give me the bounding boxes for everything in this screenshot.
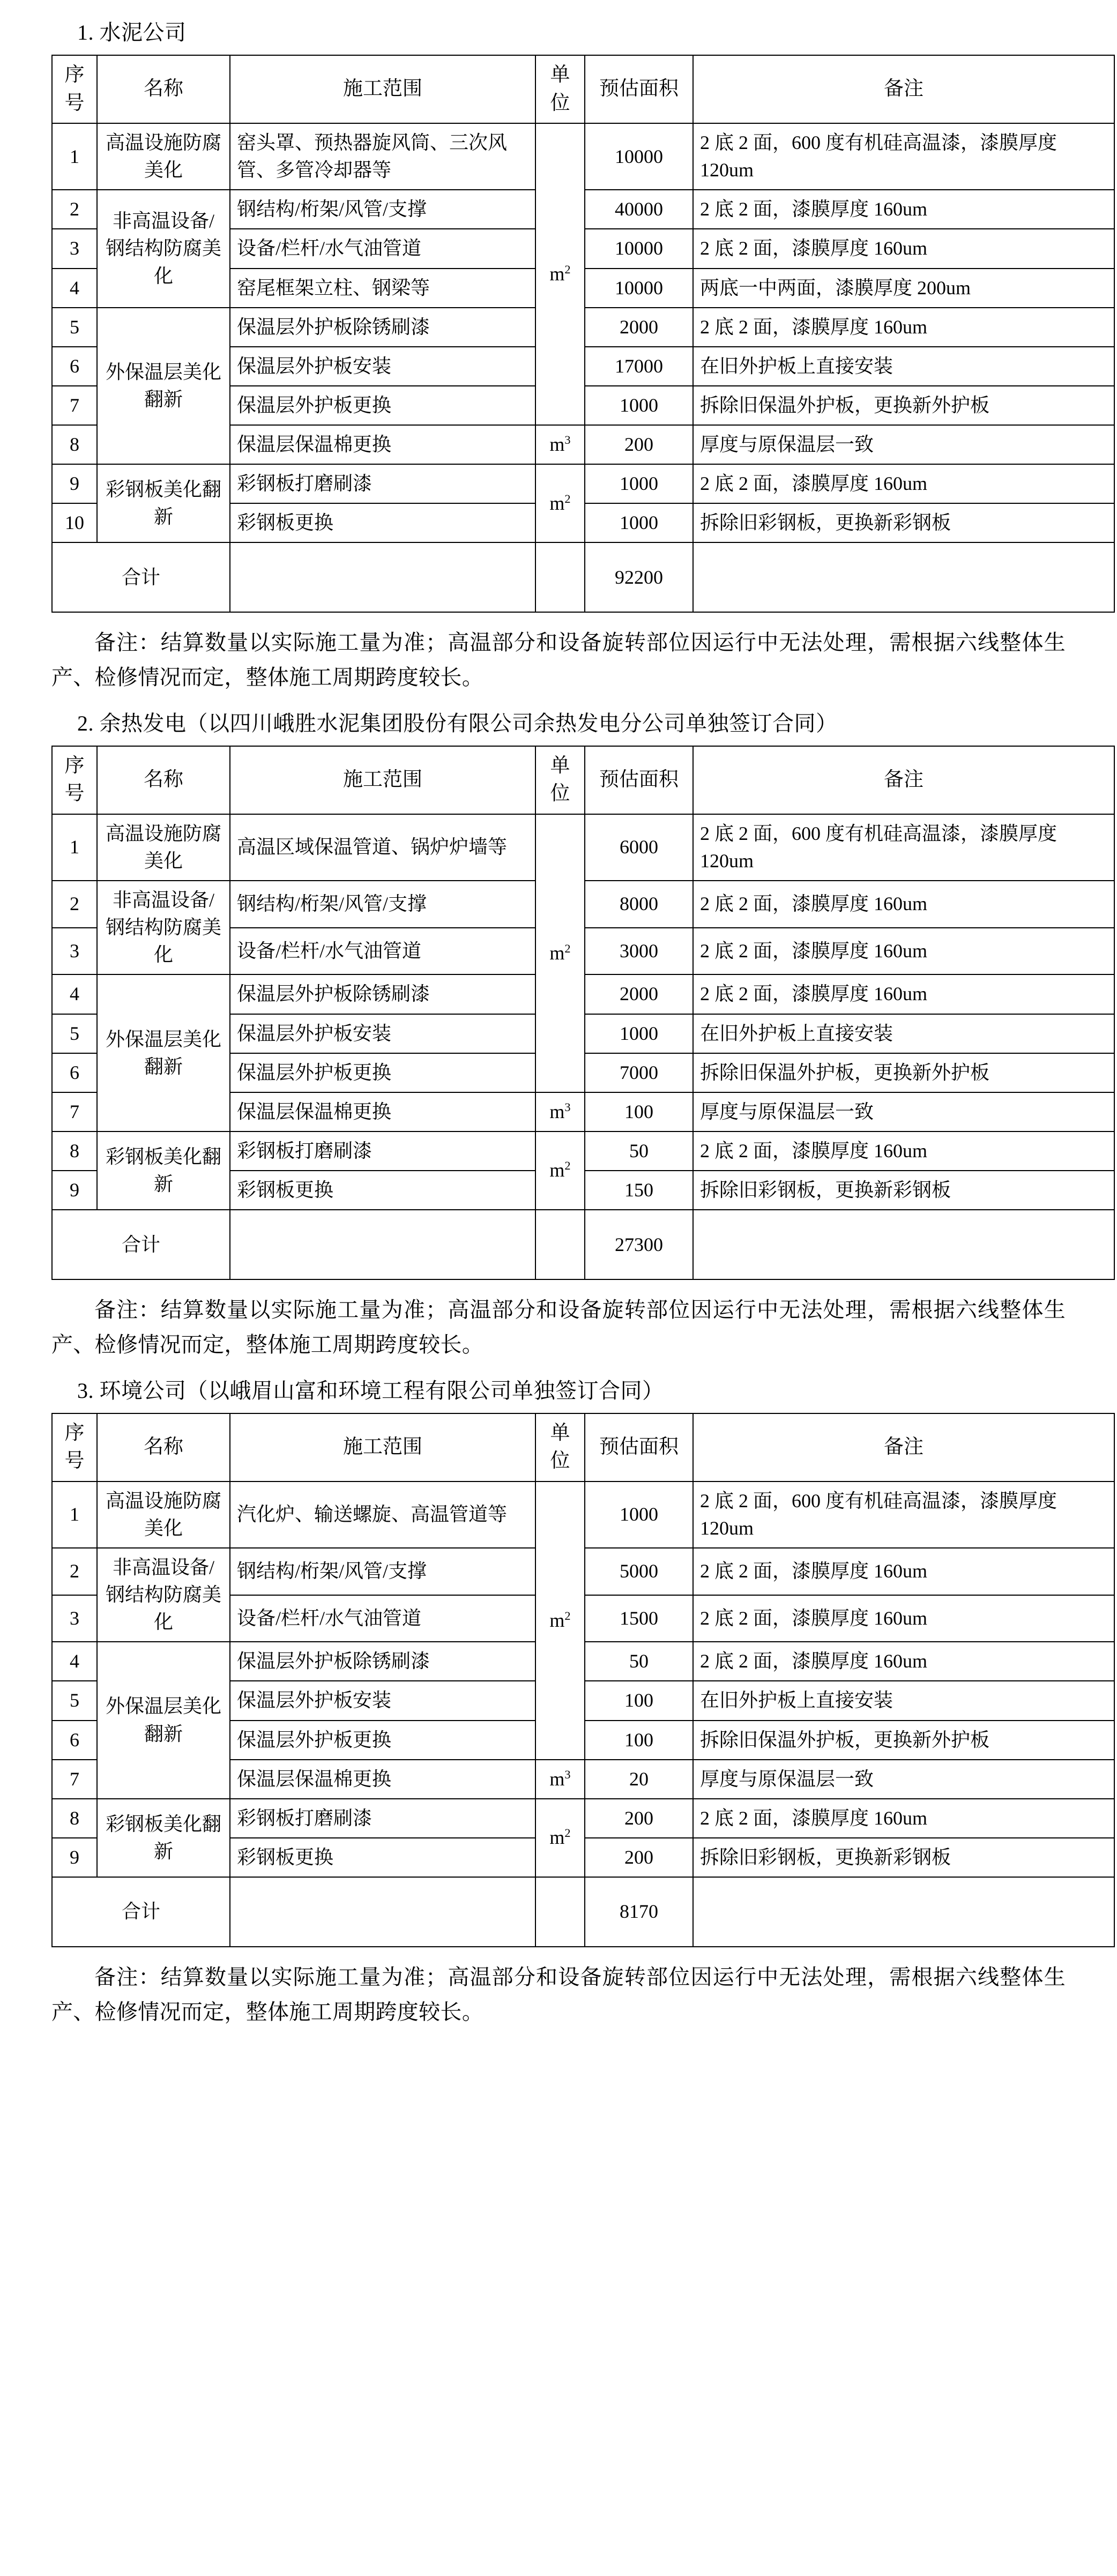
unit-symbol: m (549, 1100, 565, 1122)
column-header-scope: 施工范围 (230, 1413, 535, 1481)
cell-name: 高温设施防腐美化 (97, 1481, 230, 1548)
cell-index: 8 (52, 1799, 97, 1838)
table-row (52, 1799, 1114, 1838)
cell-note: 2 底 2 面，漆膜厚度 160um (693, 881, 1114, 928)
cell-scope: 窑头罩、预热器旋风筒、三次风管、多管冷却器等 (230, 123, 535, 190)
cell-note: 在旧外护板上直接安装 (693, 347, 1114, 386)
cell-note: 2 底 2 面，漆膜厚度 160um (693, 464, 1114, 503)
cell-name: 彩钢板美化翻新 (97, 464, 230, 542)
cell-scope: 彩钢板更换 (230, 503, 535, 542)
cell-area: 2000 (585, 308, 693, 347)
section-remark-2: 备注：结算数量以实际施工量为准；高温部分和设备旋转部位因运行中无法处理，需根据六线整体生产、检修情况而定，整体施工周期跨度较长。 (51, 1298, 1066, 1357)
cell-note: 厚度与原保温层一致 (693, 425, 1114, 464)
cell-note: 2 底 2 面，600 度有机硅高温漆，漆膜厚度 120um (693, 123, 1114, 190)
cell-note: 在旧外护板上直接安装 (693, 1014, 1114, 1053)
cell-scope: 窑尾框架立柱、钢梁等 (230, 269, 535, 308)
cell-index: 6 (52, 1053, 97, 1092)
cell-scope: 保温层保温棉更换 (230, 1760, 535, 1799)
cell-index: 7 (52, 1092, 97, 1131)
total-label: 合计 (52, 1210, 230, 1279)
cell-index: 3 (52, 229, 97, 268)
column-header-unit: 单位 (535, 746, 585, 814)
cell-index: 9 (52, 1171, 97, 1210)
cell-name: 外保温层美化翻新 (97, 308, 230, 464)
cell-area: 40000 (585, 190, 693, 229)
cell-note: 在旧外护板上直接安装 (693, 1681, 1114, 1720)
column-header-unit: 单位 (535, 1413, 585, 1481)
cell-name: 非高温设备/钢结构防腐美化 (97, 881, 230, 974)
cell-area: 200 (585, 1838, 693, 1877)
cell-area: 100 (585, 1681, 693, 1720)
total-area: 92200 (585, 542, 693, 612)
cell-scope: 保温层保温棉更换 (230, 1092, 535, 1131)
total-unit-empty (535, 1877, 585, 1947)
cell-scope: 设备/栏杆/水气油管道 (230, 1595, 535, 1642)
cell-area: 1000 (585, 1014, 693, 1053)
cell-index: 7 (52, 386, 97, 425)
column-header-index: 序号 (52, 55, 97, 123)
unit-exponent: 2 (564, 941, 571, 955)
cell-scope: 彩钢板打磨刷漆 (230, 464, 535, 503)
cell-note: 2 底 2 面，漆膜厚度 160um (693, 1595, 1114, 1642)
cell-unit (535, 1092, 585, 1131)
total-area: 27300 (585, 1210, 693, 1279)
cell-index: 9 (52, 1838, 97, 1877)
cell-index: 4 (52, 269, 97, 308)
cell-note: 2 底 2 面，漆膜厚度 160um (693, 1548, 1114, 1595)
table-row (52, 464, 1114, 503)
cell-note: 拆除旧彩钢板，更换新彩钢板 (693, 1171, 1114, 1210)
unit-symbol: m (549, 1609, 565, 1631)
cell-name: 非高温设备/钢结构防腐美化 (97, 1548, 230, 1642)
cell-index: 1 (52, 123, 97, 190)
column-header-index: 序号 (52, 1413, 97, 1481)
cell-index: 7 (52, 1760, 97, 1799)
section-heading-2: 2. 余热发电（以四川峨胜水泥集团股份有限公司余热发电分公司单独签订合同） (77, 711, 838, 735)
total-note-empty (693, 1210, 1114, 1279)
cell-unit (535, 814, 585, 1092)
cell-note: 2 底 2 面，漆膜厚度 160um (693, 1131, 1114, 1171)
cell-area: 2000 (585, 974, 693, 1014)
cell-scope: 彩钢板打磨刷漆 (230, 1131, 535, 1171)
cell-index: 8 (52, 1131, 97, 1171)
cell-scope: 彩钢板打磨刷漆 (230, 1799, 535, 1838)
total-area: 8170 (585, 1877, 693, 1947)
cell-scope: 保温层外护板除锈刷漆 (230, 308, 535, 347)
table-row (52, 123, 1114, 190)
cell-note: 2 底 2 面，600 度有机硅高温漆，漆膜厚度 120um (693, 814, 1114, 881)
table-total-row (52, 1210, 1114, 1279)
cell-area: 200 (585, 1799, 693, 1838)
cell-unit (535, 123, 585, 425)
table-header-2 (52, 746, 1114, 814)
unit-exponent: 3 (564, 433, 571, 446)
table-body-2 (52, 814, 1114, 1279)
cell-name: 彩钢板美化翻新 (97, 1131, 230, 1210)
cell-scope: 钢结构/桁架/风管/支撑 (230, 1548, 535, 1595)
cell-name: 高温设施防腐美化 (97, 123, 230, 190)
cell-note: 拆除旧保温外护板，更换新外护板 (693, 386, 1114, 425)
cell-scope: 设备/栏杆/水气油管道 (230, 229, 535, 268)
cell-index: 2 (52, 190, 97, 229)
unit-symbol: m (549, 263, 565, 285)
cell-area: 1500 (585, 1595, 693, 1642)
cell-unit (535, 1760, 585, 1799)
table-header-row (52, 746, 1114, 814)
column-header-name: 名称 (97, 746, 230, 814)
cell-note: 拆除旧彩钢板，更换新彩钢板 (693, 503, 1114, 542)
unit-symbol: m (549, 433, 565, 455)
cell-name: 非高温设备/钢结构防腐美化 (97, 190, 230, 307)
cell-scope: 保温层外护板除锈刷漆 (230, 974, 535, 1014)
cell-area: 100 (585, 1721, 693, 1760)
table-row (52, 1131, 1114, 1171)
column-header-scope: 施工范围 (230, 55, 535, 123)
cell-note: 厚度与原保温层一致 (693, 1092, 1114, 1131)
unit-symbol: m (549, 1827, 565, 1849)
cell-index: 4 (52, 974, 97, 1014)
column-header-note: 备注 (693, 1413, 1114, 1481)
cell-note: 厚度与原保温层一致 (693, 1760, 1114, 1799)
cell-scope: 钢结构/桁架/风管/支撑 (230, 190, 535, 229)
cell-area: 1000 (585, 464, 693, 503)
cell-index: 2 (52, 881, 97, 928)
unit-exponent: 2 (564, 1609, 571, 1622)
section-heading-1: 1. 水泥公司 (77, 20, 187, 44)
cell-area: 10000 (585, 269, 693, 308)
cell-area: 20 (585, 1760, 693, 1799)
cell-index: 1 (52, 1481, 97, 1548)
cell-note: 2 底 2 面，漆膜厚度 160um (693, 229, 1114, 268)
cell-area: 150 (585, 1171, 693, 1210)
cell-area: 7000 (585, 1053, 693, 1092)
cell-scope: 高温区域保温管道、锅炉炉墙等 (230, 814, 535, 881)
table-body-3 (52, 1481, 1114, 1947)
cell-scope: 钢结构/桁架/风管/支撑 (230, 881, 535, 928)
cell-scope: 彩钢板更换 (230, 1838, 535, 1877)
cell-area: 10000 (585, 229, 693, 268)
cell-unit (535, 1131, 585, 1210)
cell-note: 拆除旧保温外护板，更换新外护板 (693, 1721, 1114, 1760)
cell-note: 2 底 2 面，漆膜厚度 160um (693, 1799, 1114, 1838)
column-header-area: 预估面积 (585, 1413, 693, 1481)
column-header-note: 备注 (693, 746, 1114, 814)
total-note-empty (693, 1877, 1114, 1947)
table-header-3 (52, 1413, 1114, 1481)
unit-exponent: 2 (564, 1826, 571, 1840)
cell-scope: 保温层外护板安装 (230, 347, 535, 386)
table-row (52, 814, 1114, 881)
unit-exponent: 2 (564, 1159, 571, 1173)
column-header-note: 备注 (693, 55, 1114, 123)
cell-area: 1000 (585, 386, 693, 425)
cell-index: 3 (52, 928, 97, 975)
column-header-name: 名称 (97, 55, 230, 123)
cell-area: 6000 (585, 814, 693, 881)
cell-note: 2 底 2 面，漆膜厚度 160um (693, 190, 1114, 229)
cell-scope: 保温层外护板安装 (230, 1681, 535, 1720)
cell-area: 8000 (585, 881, 693, 928)
cell-name: 外保温层美化翻新 (97, 974, 230, 1131)
cell-name: 高温设施防腐美化 (97, 814, 230, 881)
cell-unit (535, 1799, 585, 1877)
column-header-name: 名称 (97, 1413, 230, 1481)
cell-area: 5000 (585, 1548, 693, 1595)
total-scope-empty (230, 1877, 535, 1947)
cell-note: 2 底 2 面，漆膜厚度 160um (693, 1642, 1114, 1681)
cell-name: 彩钢板美化翻新 (97, 1799, 230, 1877)
cell-scope: 汽化炉、输送螺旋、高温管道等 (230, 1481, 535, 1548)
cell-index: 5 (52, 1681, 97, 1720)
table-total-row (52, 542, 1114, 612)
cell-area: 50 (585, 1642, 693, 1681)
cell-scope: 保温层外护板更换 (230, 1721, 535, 1760)
cell-area: 50 (585, 1131, 693, 1171)
section-remark-3: 备注：结算数量以实际施工量为准；高温部分和设备旋转部位因运行中无法处理，需根据六线整体生产、检修情况而定，整体施工周期跨度较长。 (51, 1964, 1066, 2024)
cell-area: 10000 (585, 123, 693, 190)
total-unit-empty (535, 542, 585, 612)
work-table-3 (51, 1413, 1115, 1947)
unit-symbol: m (549, 492, 565, 514)
cell-area: 1000 (585, 503, 693, 542)
work-table-2 (51, 746, 1115, 1280)
total-label: 合计 (52, 542, 230, 612)
cell-index: 5 (52, 1014, 97, 1053)
table-total-row (52, 1877, 1114, 1947)
cell-note: 拆除旧彩钢板，更换新彩钢板 (693, 1838, 1114, 1877)
cell-unit (535, 1481, 585, 1760)
total-unit-empty (535, 1210, 585, 1279)
cell-index: 1 (52, 814, 97, 881)
unit-exponent: 3 (564, 1100, 571, 1114)
cell-scope: 保温层外护板除锈刷漆 (230, 1642, 535, 1681)
column-header-unit: 单位 (535, 55, 585, 123)
total-label: 合计 (52, 1877, 230, 1947)
cell-index: 6 (52, 347, 97, 386)
cell-index: 9 (52, 464, 97, 503)
cell-index: 3 (52, 1595, 97, 1642)
cell-note: 拆除旧保温外护板，更换新外护板 (693, 1053, 1114, 1092)
cell-index: 8 (52, 425, 97, 464)
cell-note: 2 底 2 面，漆膜厚度 160um (693, 974, 1114, 1014)
column-header-index: 序号 (52, 746, 97, 814)
unit-exponent: 3 (564, 1767, 571, 1781)
unit-symbol: m (549, 1159, 565, 1181)
total-note-empty (693, 542, 1114, 612)
cell-index: 5 (52, 308, 97, 347)
cell-unit (535, 464, 585, 542)
cell-area: 1000 (585, 1481, 693, 1548)
cell-area: 17000 (585, 347, 693, 386)
cell-scope: 设备/栏杆/水气油管道 (230, 928, 535, 975)
cell-scope: 保温层外护板安装 (230, 1014, 535, 1053)
unit-exponent: 2 (564, 262, 571, 276)
total-scope-empty (230, 1210, 535, 1279)
total-scope-empty (230, 542, 535, 612)
cell-index: 6 (52, 1721, 97, 1760)
table-header-row (52, 55, 1114, 123)
cell-name: 外保温层美化翻新 (97, 1642, 230, 1798)
table-header-row (52, 1413, 1114, 1481)
cell-area: 3000 (585, 928, 693, 975)
cell-unit (535, 425, 585, 464)
cell-note: 2 底 2 面，漆膜厚度 160um (693, 308, 1114, 347)
cell-note: 两底一中两面，漆膜厚度 200um (693, 269, 1114, 308)
cell-note: 2 底 2 面，600 度有机硅高温漆，漆膜厚度 120um (693, 1481, 1114, 1548)
table-body-1 (52, 123, 1114, 612)
cell-area: 200 (585, 425, 693, 464)
cell-scope: 保温层保温棉更换 (230, 425, 535, 464)
cell-index: 2 (52, 1548, 97, 1595)
cell-scope: 保温层外护板更换 (230, 1053, 535, 1092)
unit-exponent: 2 (564, 492, 571, 505)
section-heading-3: 3. 环境公司（以峨眉山富和环境工程有限公司单独签订合同） (77, 1378, 664, 1403)
table-row (52, 1481, 1114, 1548)
cell-index: 10 (52, 503, 97, 542)
cell-index: 4 (52, 1642, 97, 1681)
section-remark-1: 备注：结算数量以实际施工量为准；高温部分和设备旋转部位因运行中无法处理，需根据六线整体生产、检修情况而定，整体施工周期跨度较长。 (51, 630, 1066, 690)
cell-note: 2 底 2 面，漆膜厚度 160um (693, 928, 1114, 975)
unit-symbol: m (549, 942, 565, 964)
column-header-area: 预估面积 (585, 746, 693, 814)
cell-scope: 彩钢板更换 (230, 1171, 535, 1210)
cell-area: 100 (585, 1092, 693, 1131)
column-header-scope: 施工范围 (230, 746, 535, 814)
unit-symbol: m (549, 1768, 565, 1790)
table-header-1 (52, 55, 1114, 123)
work-table-1 (51, 55, 1115, 613)
column-header-area: 预估面积 (585, 55, 693, 123)
cell-scope: 保温层外护板更换 (230, 386, 535, 425)
